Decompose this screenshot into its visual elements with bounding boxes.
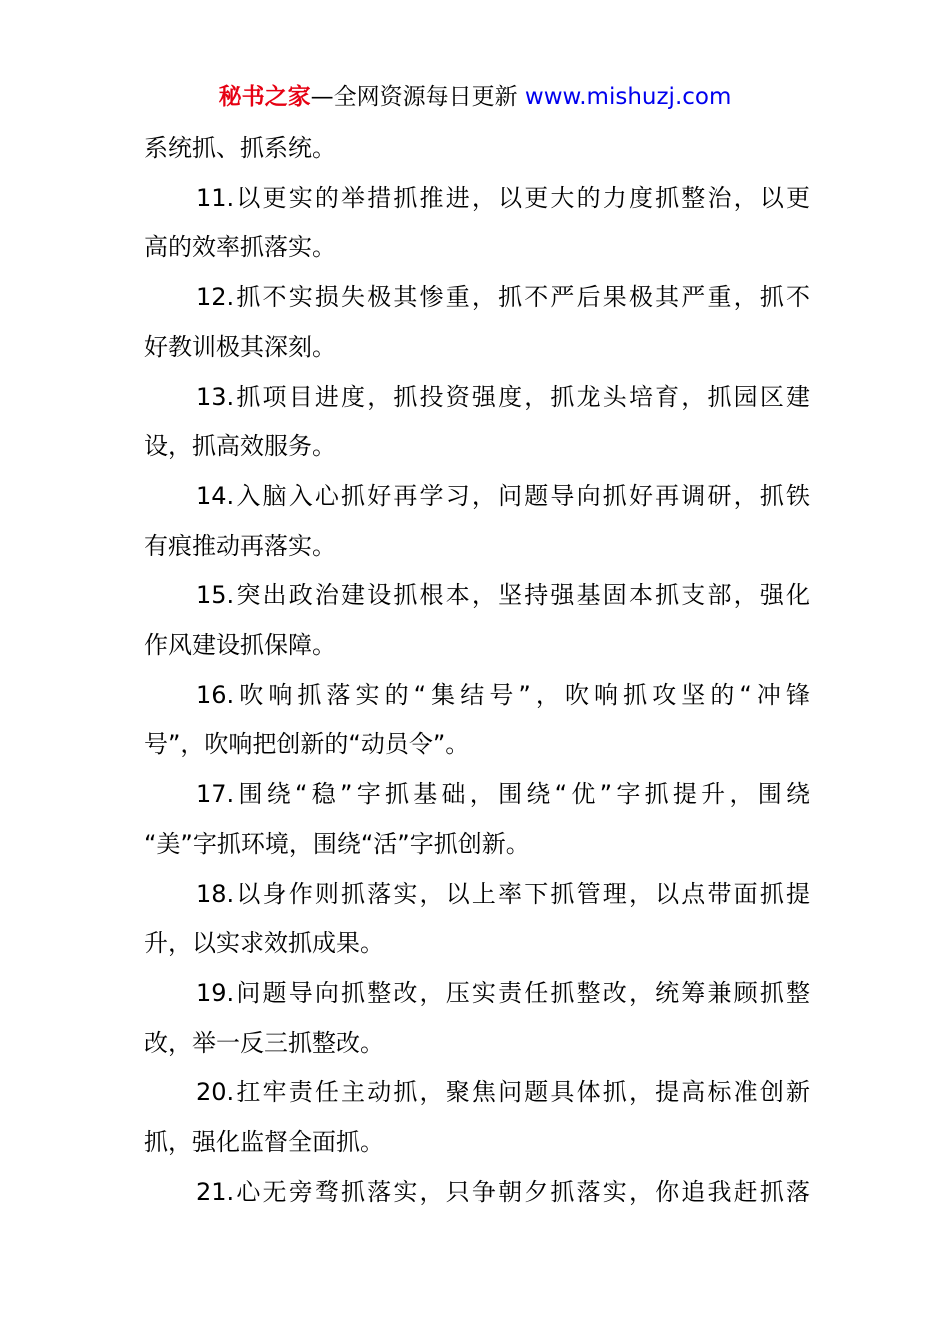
paragraph-first-line: 19.问题导向抓整改，压实责任抓整改，统筹兼顾抓整: [196, 978, 810, 1007]
paragraph-line: 好教训极其深刻。: [144, 332, 336, 361]
paragraph-first-line: 20.扛牢责任主动抓，聚焦问题具体抓，提高标准创新: [196, 1078, 810, 1107]
paragraph-line: “美”字抓环境，围绕“活”字抓创新。: [144, 829, 530, 858]
brand-name: 秘书之家: [218, 84, 311, 110]
paragraph-first-line: 18.以身作则抓落实，以上率下抓管理，以点带面抓提: [196, 879, 810, 908]
paragraph-line: 升，以实求效抓成果。: [144, 929, 384, 958]
paragraph-line: 高的效率抓落实。: [144, 233, 336, 262]
paragraph-line: 作风建设抓保障。: [144, 631, 336, 659]
paragraph-first-line: 17.围绕“稳”字抓基础，围绕“优”字抓提升，围绕: [196, 780, 810, 809]
paragraph-line: 号”，吹响把创新的“动员令”。: [144, 730, 470, 759]
paragraph-line: 系统抓、抓系统。: [144, 134, 336, 162]
paragraph-first-line: 16.吹响抓落实的“集结号”，吹响抓攻坚的“冲锋: [196, 680, 810, 709]
paragraph-line: 改，举一反三抓整改。: [144, 1028, 384, 1057]
paragraph-first-line: 15.突出政治建设抓根本，坚持强基固本抓支部，强化: [196, 581, 810, 610]
paragraph-first-line: 11.以更实的举措抓推进，以更大的力度抓整治，以更: [196, 183, 810, 212]
header-slogan: —全网资源每日更新: [310, 84, 525, 110]
page-header: [0, 80, 950, 114]
paragraph-first-line: 13.抓项目进度，抓投资强度，抓龙头培育，抓园区建: [196, 382, 810, 411]
paragraph-line: 有痕推动再落实。: [144, 531, 336, 560]
paragraph-first-line: 14.入脑入心抓好再学习，问题导向抓好再调研，抓铁: [196, 481, 810, 510]
paragraph-line: 设，抓高效服务。: [144, 432, 336, 461]
site-link[interactable]: www.mishuzj.com: [524, 84, 732, 110]
paragraph-first-line: 21.心无旁骛抓落实，只争朝夕抓落实，你追我赶抓落: [196, 1177, 810, 1206]
paragraph-first-line: 12.抓不实损失极其惨重，抓不严后果极其严重，抓不: [196, 283, 810, 312]
paragraph-line: 抓，强化监督全面抓。: [144, 1128, 384, 1156]
